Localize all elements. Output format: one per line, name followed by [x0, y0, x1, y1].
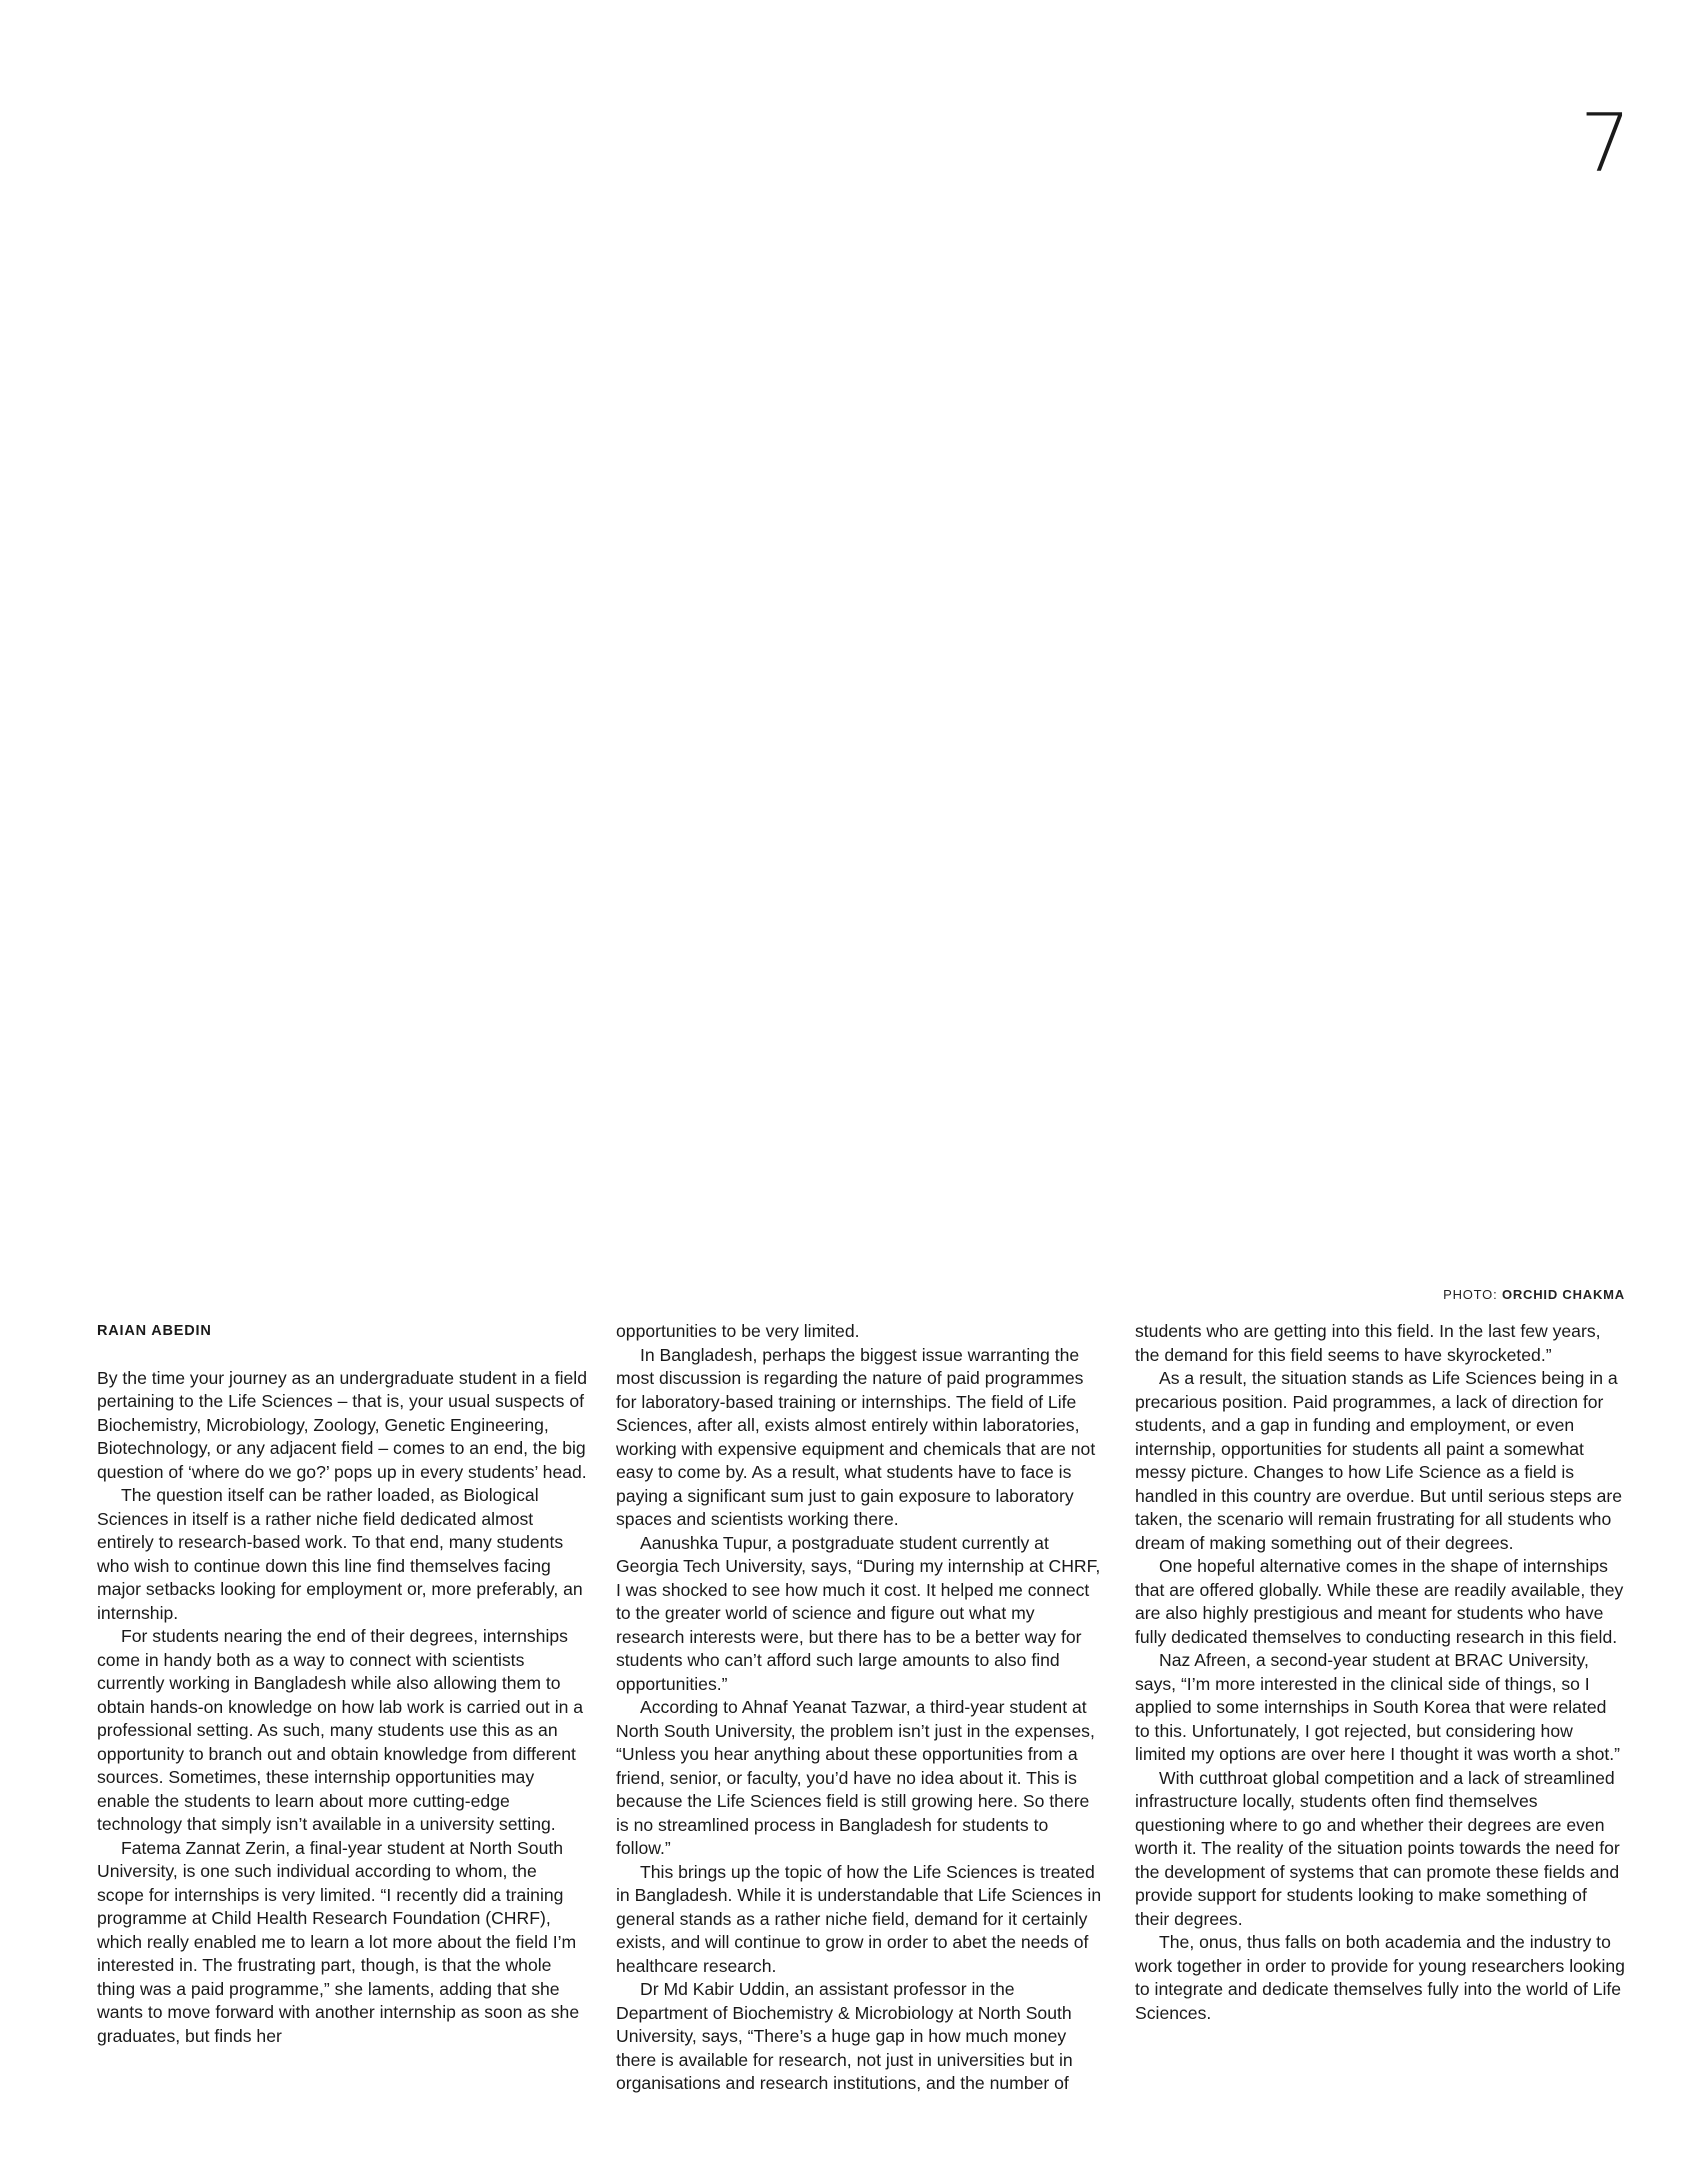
- photo-credit-name: ORCHID CHAKMA: [1501, 1287, 1625, 1302]
- paragraph: This brings up the topic of how the Life Sciences is treated in Bangladesh. While it is understandable that Life Sciences in general stands as a rather niche field, demand for it certainly exists, and will continue to grow in order to abet the needs of healthcare research.: [616, 1861, 1102, 1976]
- paragraph: Naz Afreen, a second-year student at BRAC University, says, “I’m more interested in the clinical side of things, so I applied to some internships in South Korea that were related to this. Unfortunately, I got rejected, but considering how limited my options are over here I thought it was worth a shot.”: [1135, 1650, 1621, 1764]
- paragraph: By the time your journey as an undergraduate student in a field pertaining to the Life Sciences – that is, your usual suspects of Biochemistry, Microbiology, Zoology, Genetic Engineering, Biotechnology, or any adjacent field – comes to an end, the big question of ‘where do we go?’ pops up in every students’ head.: [97, 1367, 587, 1482]
- article-column-3: [1135, 1320, 1625, 2025]
- paragraph: Aanushka Tupur, a postgraduate student currently at Georgia Tech University, says, “During my internship at CHRF, I was shocked to see how much it cost. It helped me connect to the greater world of science and figure out what my research interests were, but there has to be a better way for students who can’t afford such large amounts to also find opportunities.”: [616, 1532, 1101, 1694]
- paragraph: One hopeful alternative comes in the shape of internships that are offered globally. While these are readily available, they are also highly prestigious and meant for students who have fully dedicated themselves to conducting research in this field.: [1135, 1556, 1624, 1647]
- paragraph: Dr Md Kabir Uddin, an assistant professor in the Department of Biochemistry & Microbiology at North South University, says, “There’s a huge gap in how much money there is available for research, not just in universities but in organisations and research institutions, and the number of: [616, 1979, 1073, 2093]
- paragraph: opportunities to be very limited.: [616, 1321, 860, 1341]
- paragraph: For students nearing the end of their degrees, internships come in handy both as a way to connect with scientists currently working in Bangladesh while also allowing them to obtain hands-on knowledge on how lab work is carried out in a professional setting. As such, many students use this as an opportunity to branch out and obtain knowledge from different sources. Sometimes, these internship opportunities may enable the students to learn about more cutting-edge technology that simply isn’t available in a university setting.: [97, 1626, 584, 1834]
- paragraph: The question itself can be rather loaded, as Biological Sciences in itself is a rather niche field dedicated almost entirely to research-based work. To that end, many students who wish to continue down this line find themselves facing major setbacks looking for employment or, more preferably, an internship.: [97, 1485, 583, 1623]
- paragraph: With cutthroat global competition and a lack of streamlined infrastructure locally, students often find themselves questioning where to go and whether their degrees are even worth it. The reality of the situation points towards the need for the development of systems that can promote these fields and provide support for students looking to make something of their degrees.: [1135, 1767, 1620, 1929]
- paragraph: As a result, the situation stands as Life Sciences being in a precarious position. Paid programmes, a lack of direction for students, and a gap in funding and employment, or even internship, opportunities for students all paint a somewhat messy picture. Changes to how Life Science as a field is handled in this country are overdue. But until serious steps are taken, the scenario will remain frustrating for all students who dream of making something out of their degrees.: [1135, 1368, 1623, 1553]
- photo-credit-label: PHOTO:: [1443, 1287, 1498, 1302]
- paragraph: According to Ahnaf Yeanat Tazwar, a third-year student at North South University, the problem isn’t just in the expenses, “Unless you hear anything about these opportunities from a friend, senior, or faculty, you’d have no idea about it. This is because the Life Sciences field is still growing here. So there is no streamlined process in Bangladesh for students to follow.”: [616, 1697, 1095, 1858]
- article-column-1: [97, 1320, 587, 2048]
- page-number: 7: [1580, 97, 1631, 190]
- paragraph: Fatema Zannat Zerin, a final-year student at North South University, is one such individual according to whom, the scope for internships is very limited. “I recently did a training programme at Child Health Research Foundation (CHRF), which really enabled me to learn a lot more about the field I’m interested in. The frustrating part, though, is that the whole thing was a paid programme,” she laments, adding that she wants to move forward with another internship as soon as she graduates, but finds her: [97, 1837, 580, 2046]
- byline: RAIAN ABEDIN: [97, 1323, 212, 1339]
- paragraph: In Bangladesh, perhaps the biggest issue warranting the most discussion is regarding the nature of paid programmes for laboratory-based training or internships. The field of Life Sciences, after all, exists almost entirely within laboratories, working with expensive equipment and chemicals that are not easy to come by. As a result, what students have to face is paying a significant sum just to gain exposure to laboratory spaces and scientists working there.: [616, 1344, 1096, 1529]
- paragraph: students who are getting into this field. In the last few years, the demand for this field seems to have skyrocketed.”: [1135, 1321, 1601, 1365]
- article-column-2: [616, 1320, 1104, 2096]
- photo-credit: [1443, 1287, 1625, 1302]
- paragraph: The, onus, thus falls on both academia and the industry to work together in order to provide for young researchers looking to integrate and dedicate themselves fully into the world of Life Sciences.: [1135, 1932, 1625, 2023]
